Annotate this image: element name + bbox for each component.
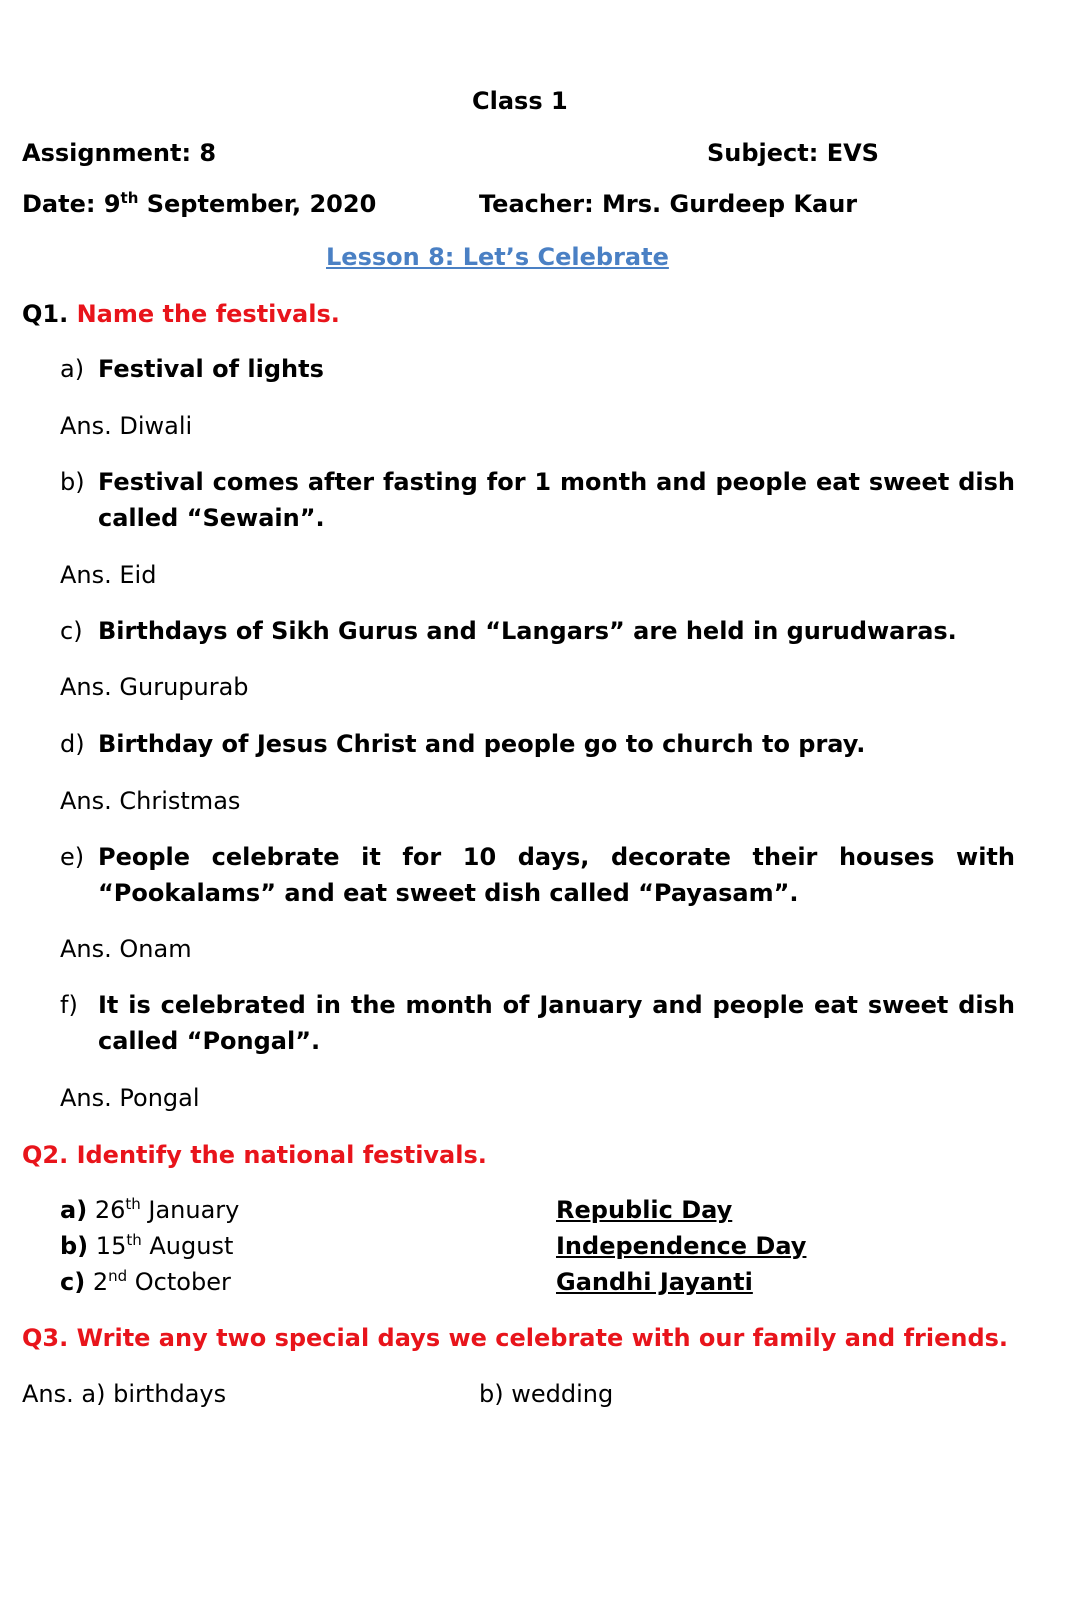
- q1-answer-f: Ans. Pongal: [60, 1084, 200, 1112]
- q3-answer-b: b) wedding: [479, 1380, 614, 1408]
- q3-heading: Q3. Write any two special days we celebrate with our family and friends.: [22, 1324, 1009, 1352]
- item-letter: f): [60, 991, 78, 1019]
- date-label: [22, 189, 376, 219]
- row-day: 15: [95, 1232, 127, 1260]
- q1-answer-a: Ans. Diwali: [60, 412, 193, 440]
- q2-answer-a: Republic Day: [556, 1196, 733, 1224]
- item-question: Birthday of Jesus Christ and people go to church to pray.: [98, 730, 866, 758]
- teacher-label: Teacher: Mrs. Gurdeep Kaur: [479, 190, 858, 218]
- row-day: 26: [94, 1196, 126, 1224]
- q1-item-b: [60, 464, 1015, 536]
- row-month: October: [127, 1268, 231, 1296]
- item-question: Festival of lights: [98, 355, 324, 383]
- q2-row-b: [60, 1228, 233, 1264]
- row-sup: th: [125, 1195, 141, 1213]
- q2-heading: Q2. Identify the national festivals.: [22, 1141, 487, 1169]
- date-superscript: th: [120, 189, 139, 207]
- row-letter: a): [60, 1196, 88, 1224]
- item-letter: b): [60, 468, 85, 496]
- row-month: January: [140, 1196, 240, 1224]
- q1-item-d: [60, 726, 1015, 762]
- q1-answer-e: Ans. Onam: [60, 935, 192, 963]
- item-question: People celebrate it for 10 days, decorate their houses with “Pookalams” and eat sweet dish called “Payasam”.: [98, 843, 1015, 907]
- row-letter: c): [60, 1268, 86, 1296]
- q2-answer-c: Gandhi Jayanti: [556, 1268, 753, 1296]
- q1-item-c: [60, 613, 1015, 649]
- q1-answer-d: Ans. Christmas: [60, 787, 241, 815]
- date-suffix: September, 2020: [138, 190, 377, 218]
- subject-label: Subject: EVS: [707, 139, 879, 167]
- item-question: Festival comes after fasting for 1 month and people eat sweet dish called “Sewain”.: [98, 468, 1015, 532]
- row-sup: th: [126, 1231, 142, 1249]
- item-letter: a): [60, 355, 85, 383]
- q1-heading: [22, 299, 340, 329]
- class-heading: Class 1: [472, 87, 568, 115]
- row-month: August: [141, 1232, 234, 1260]
- q1-prompt: Name the festivals.: [76, 300, 340, 328]
- q2-answer-b: Independence Day: [556, 1232, 807, 1260]
- row-sup: nd: [108, 1267, 128, 1285]
- q3-answer-a: Ans. a) birthdays: [22, 1380, 227, 1408]
- q1-item-f: [60, 987, 1015, 1059]
- q1-item-a: [60, 351, 1015, 387]
- item-letter: e): [60, 843, 85, 871]
- q1-answer-c: Ans. Gurupurab: [60, 673, 249, 701]
- assignment-label: Assignment: 8: [22, 139, 217, 167]
- date-prefix: Date: 9: [22, 190, 121, 218]
- item-letter: c): [60, 617, 83, 645]
- q2-row-a: [60, 1192, 239, 1228]
- item-question: It is celebrated in the month of January and people eat sweet dish called “Pongal”.: [98, 991, 1015, 1055]
- item-question: Birthdays of Sikh Gurus and “Langars” are held in gurudwaras.: [98, 617, 957, 645]
- item-letter: d): [60, 730, 85, 758]
- q2-row-c: [60, 1264, 231, 1300]
- row-letter: b): [60, 1232, 89, 1260]
- row-day: 2: [92, 1268, 109, 1296]
- q1-answer-b: Ans. Eid: [60, 561, 157, 589]
- lesson-title: Lesson 8: Let’s Celebrate: [326, 243, 669, 271]
- q1-item-e: [60, 839, 1015, 911]
- q1-number: Q1.: [22, 300, 69, 328]
